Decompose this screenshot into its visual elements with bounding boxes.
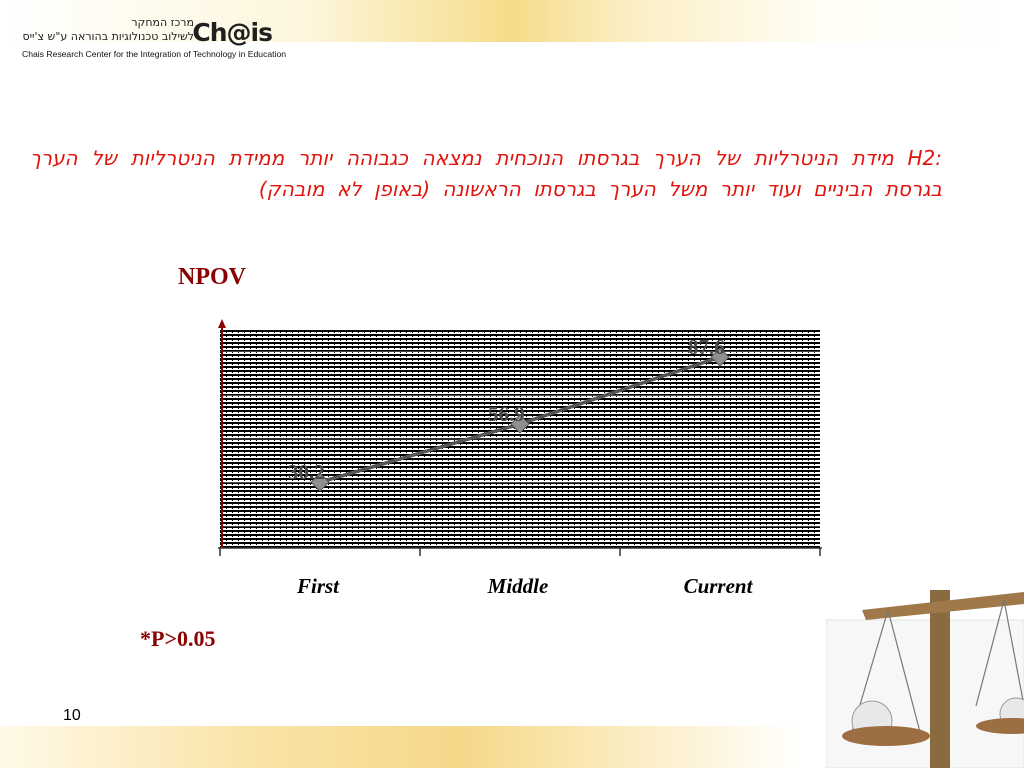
x-tick-label: First <box>296 574 340 598</box>
x-tick-labels <box>296 574 754 598</box>
data-label: 30.2 <box>288 460 325 485</box>
npov-line-chart <box>200 310 840 610</box>
logo-mark: Ch@is <box>192 18 272 47</box>
chart-title: NPOV <box>178 264 246 290</box>
data-label: 87.6 <box>688 335 725 360</box>
logo-english: Chais Research Center for the Integration of Technology in Education <box>22 49 287 59</box>
data-label: 56.9 <box>488 401 525 426</box>
balance-scale-image <box>826 586 1024 768</box>
x-tick-label: Current <box>683 574 753 598</box>
logo-hebrew-line2: לשילוב טכנולוגיות בהוראה ע"ש צ'ייס <box>22 30 194 43</box>
hypothesis-text: :H2 מידת הניטרליות של הערך בגרסתו הנוכחית נמצאה כגבוהה יותר ממידת הניטרליות של הערך בגרסת הביניים ועוד יותר משל הערך בגרסתו הראשונה (באופן לא מובהק) <box>30 146 942 201</box>
significance-note: *P>0.05 <box>140 626 216 651</box>
slide-number: 10 <box>63 707 81 724</box>
x-tick-label: Middle <box>487 574 549 598</box>
logo-hebrew-line1: מרכז המחקר <box>131 16 194 29</box>
x-ticks <box>220 548 820 556</box>
chais-logo <box>20 16 287 62</box>
y-axis-arrow <box>218 319 226 328</box>
